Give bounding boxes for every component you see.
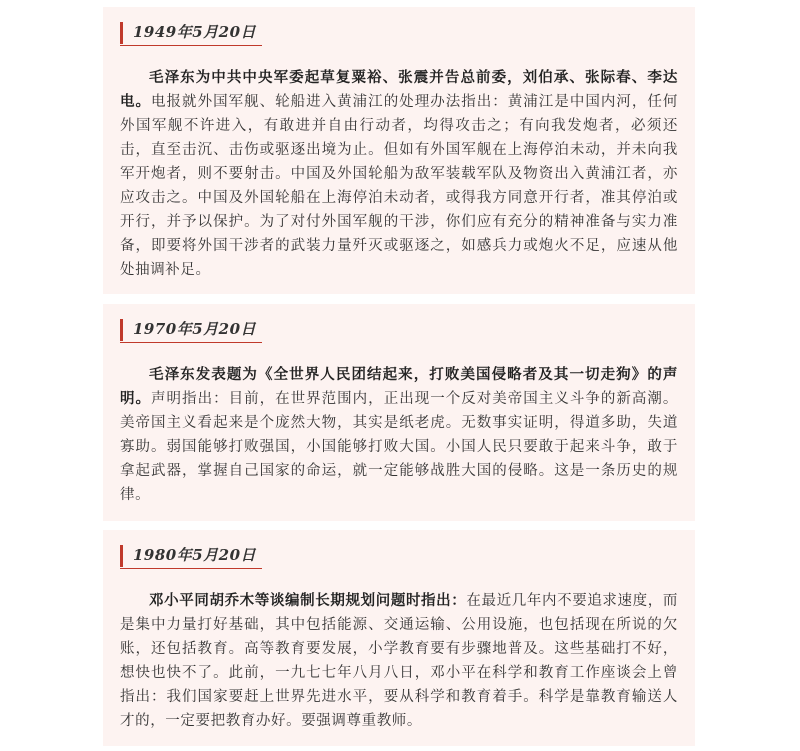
entry-text — [120, 589, 678, 733]
entry-lead: 毛泽东发表题为《全世界人民团结起来，打败美国侵略者及其一切走狗》的声明。 — [120, 367, 678, 407]
entry-lead: 邓小平同胡乔木等谈编制长期规划问题时指出： — [149, 593, 467, 609]
entry-card-1980 — [103, 530, 695, 746]
entry-lead: 毛泽东为中共中央军委起草复粟裕、张震并告总前委，刘伯承、张际春、李达电。 — [120, 70, 678, 110]
entry-date: 1980年5月20日 — [133, 546, 257, 564]
entry-body: 在最近几年内不要追求速度，而是集中力量打好基础，其中包括能源、交通运输、公用设施，也包括现在所说的欠账，还包括教育。高等教育要发展，小学教育要有步骤地普及。这些基础打不好，想快也快不了。此前，一九七七年八月八日，邓小平在科学和教育工作座谈会上曾指出：我们国家要赶上世界先进水平，要从科学和教育着手。科学是靠教育输送人才的，一定要把教育办好。要强调尊重教师。 — [120, 593, 678, 729]
date-accent-bar — [120, 319, 123, 341]
date-header — [120, 318, 262, 343]
entry-body: 声明指出：目前，在世界范围内，正出现一个反对美帝国主义斗争的新高潮。美帝国主义看起来是个庞然大物，其实是纸老虎。无数事实证明，得道多助，失道寡助。弱国能够打败强国，小国能够打败大国。小国人民只要敢于起来斗争，敢于拿起武器，掌握自己国家的命运，就一定能够战胜大国的侵略。这是一条历史的规律。 — [120, 391, 678, 503]
date-header — [120, 544, 262, 569]
entry-body: 电报就外国军舰、轮船进入黄浦江的处理办法指出：黄浦江是中国内河，任何外国军舰不许进入，有敢进并自由行动者，均得攻击之；有向我发炮者，必须还击，直至击沉、击伤或驱逐出境为止。但如有外国军舰在上海停泊未动，并未向我军开炮者，则不要射击。中国及外国轮船为敌军装载军队及物资出入黄浦江者，亦应攻击之。中国及外国轮船在上海停泊未动者，或得我方同意开行者，准其停泊或开行，并予以保护。为了对付外国军舰的干涉，你们应有充分的精神准备与实力准备，即要将外国干涉者的武装力量歼灭或驱逐之，如感兵力或炮火不足，应速从他处抽调补足。 — [120, 94, 678, 278]
entry-card-1970 — [103, 304, 695, 521]
entry-card-1949 — [103, 7, 695, 294]
date-header — [120, 21, 262, 46]
entry-date: 1949年5月20日 — [133, 23, 257, 41]
entry-text — [120, 363, 678, 507]
entry-date: 1970年5月20日 — [133, 320, 257, 338]
date-accent-bar — [120, 22, 123, 44]
entry-text — [120, 66, 678, 282]
date-accent-bar — [120, 545, 123, 567]
